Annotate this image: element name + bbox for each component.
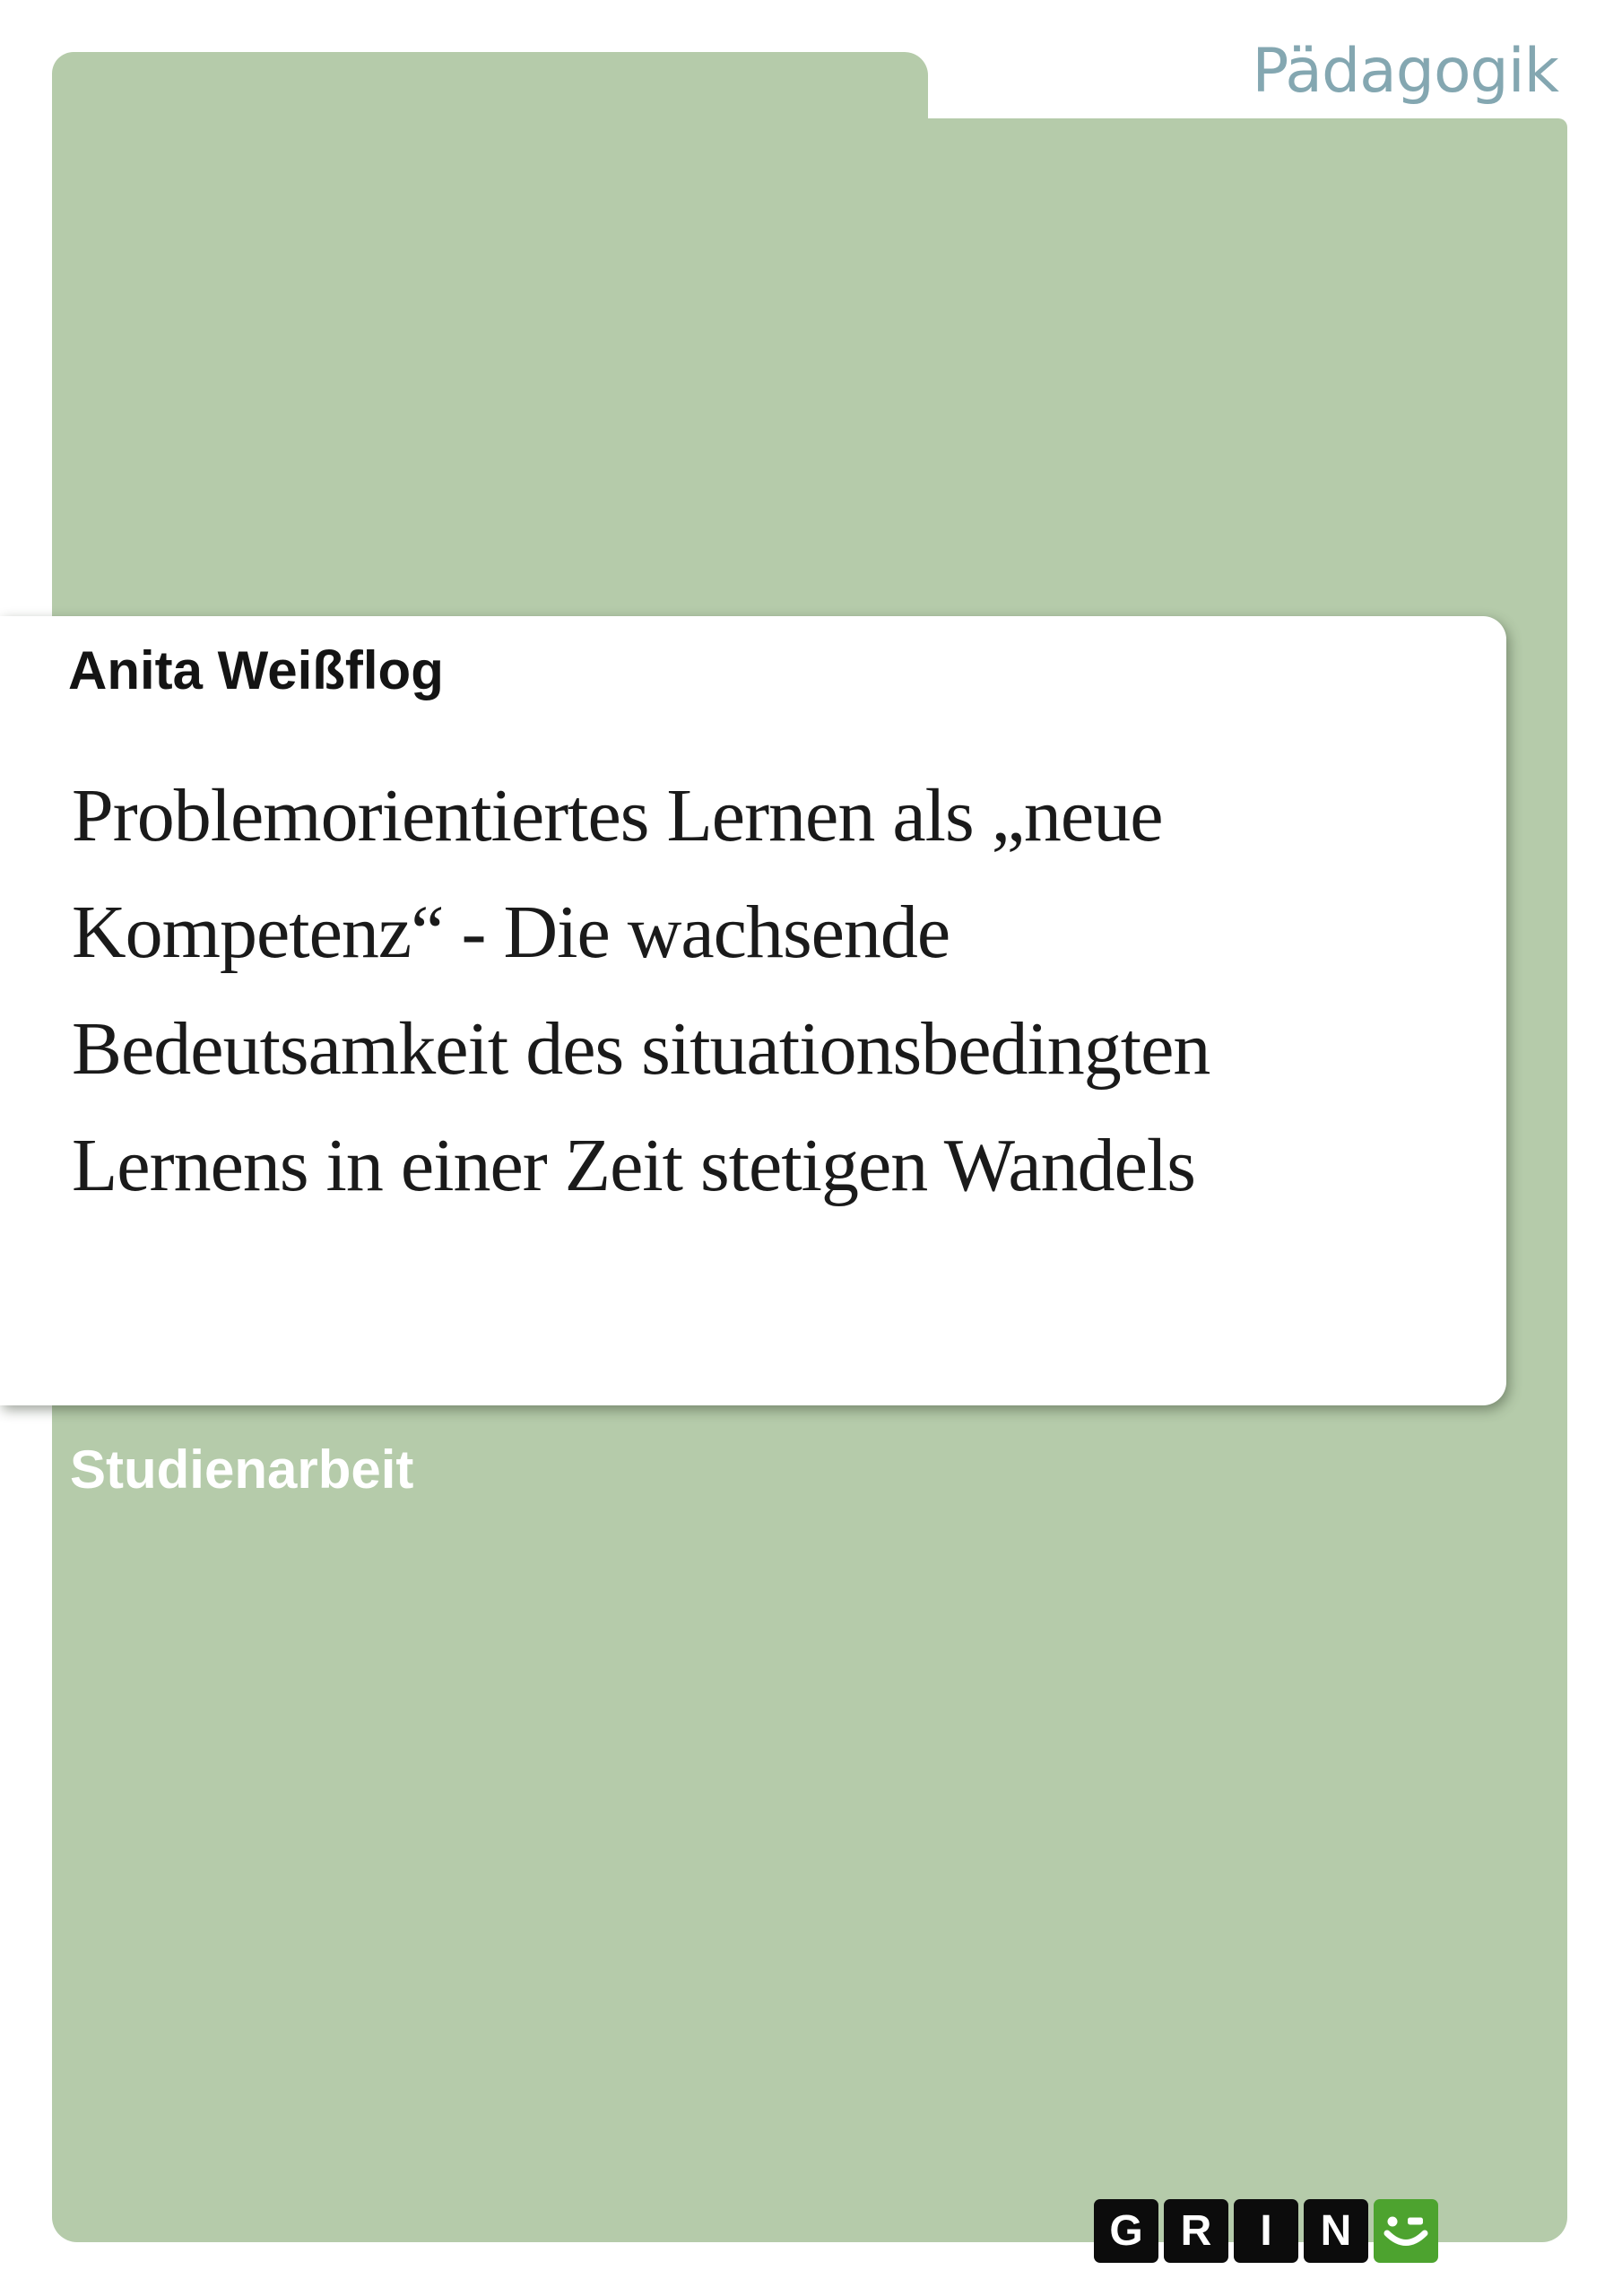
winking-smiley-icon — [1374, 2199, 1438, 2263]
grin-logo — [1094, 2199, 1438, 2263]
logo-letter-i: I — [1234, 2199, 1298, 2263]
logo-letter-g: G — [1094, 2199, 1158, 2263]
logo-letter-n: N — [1304, 2199, 1368, 2263]
title-line-1: Problemorientiertes Lernen als „neue — [72, 774, 1163, 857]
title-box — [0, 616, 1506, 1405]
title-line-3: Bedeutsamkeit des situationsbedingten — [72, 1007, 1210, 1091]
title-line-2: Kompetenz“ - Die wachsende — [72, 891, 950, 974]
document-type-label: Studienarbeit — [70, 1439, 414, 1500]
title-line-4: Lernens in einer Zeit stetigen Wandels — [72, 1124, 1195, 1207]
logo-letter-r: R — [1164, 2199, 1228, 2263]
category-label: Pädagogik — [1252, 36, 1558, 107]
author-name: Anita Weißflog — [68, 640, 444, 700]
book-title — [72, 758, 1210, 1224]
